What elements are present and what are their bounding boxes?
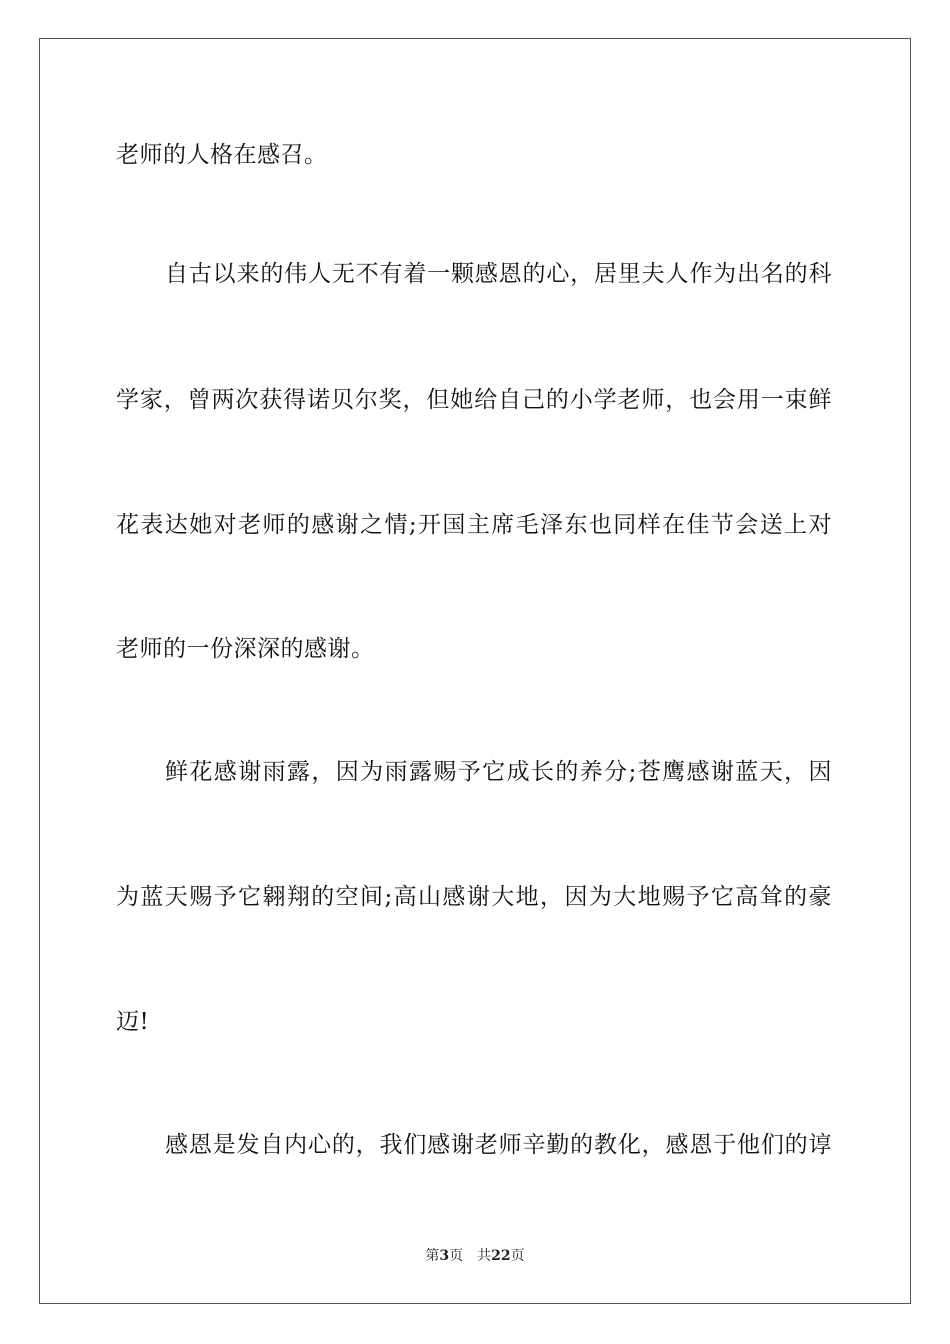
footer-page-suffix: 页	[449, 1248, 464, 1264]
page-frame	[39, 38, 911, 1304]
text-line-2: 自古以来的伟人无不有着一颗感恩的心，居里夫人作为出名的科	[165, 261, 832, 287]
page-footer	[0, 1246, 950, 1266]
footer-page-number: 3	[439, 1248, 450, 1264]
footer-total-prefix: 共	[477, 1248, 492, 1264]
footer-total-pages: 22	[491, 1248, 511, 1264]
footer-total-suffix: 页	[510, 1248, 525, 1264]
text-line-1: 老师的人格在感召。	[116, 142, 328, 168]
text-line-3: 学家，曾两次获得诺贝尔奖，但她给自己的小学老师，也会用一束鲜	[116, 387, 832, 413]
text-line-7: 为蓝天赐予它翱翔的空间;高山感谢大地，因为大地赐予它高耸的豪	[116, 884, 832, 910]
footer-page-prefix: 第	[425, 1248, 440, 1264]
text-line-4: 花表达她对老师的感谢之情;开国主席毛泽东也同样在佳节会送上对	[116, 512, 832, 538]
text-line-5: 老师的一份深深的感谢。	[116, 636, 375, 662]
text-line-6: 鲜花感谢雨露，因为雨露赐予它成长的养分;苍鹰感谢蓝天，因	[165, 759, 832, 785]
text-line-8: 迈!	[116, 1009, 150, 1035]
text-line-9: 感恩是发自内心的，我们感谢老师辛勤的教化，感恩于他们的谆	[165, 1132, 832, 1158]
